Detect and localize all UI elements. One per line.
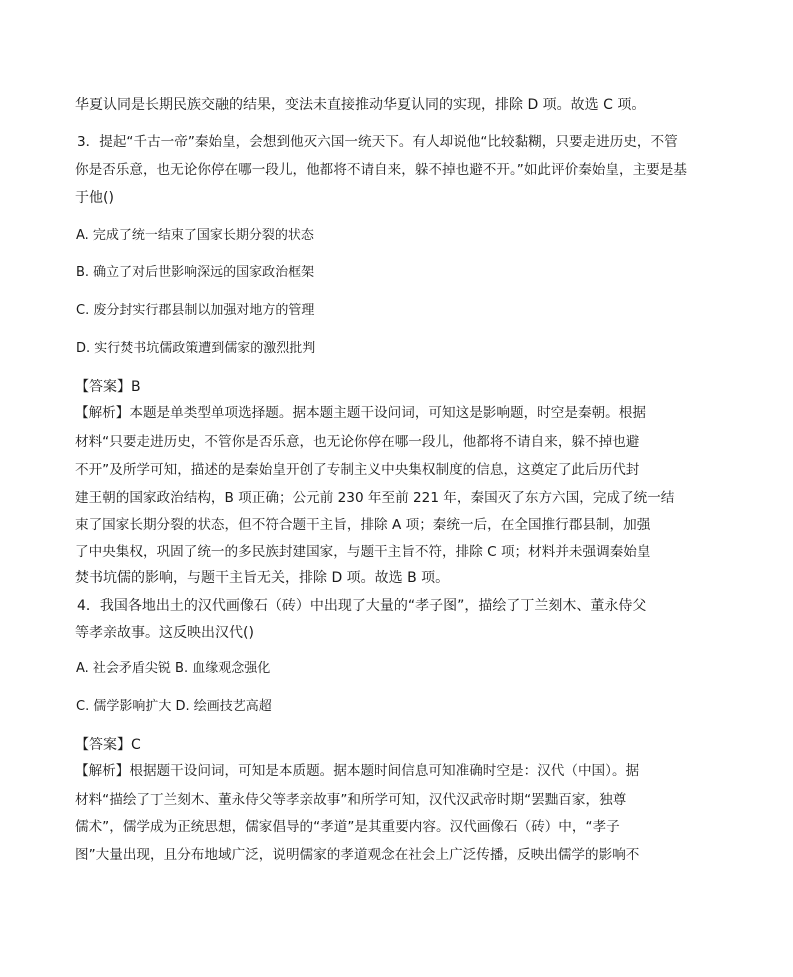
answer-label: 【答案】B bbox=[75, 379, 141, 395]
analysis-line: 图”大量出现，且分布地域广泛，说明儒家的孝道观念在社会上广泛传播，反映出儒学的影响不 bbox=[75, 847, 640, 863]
analysis-line: 材料“描绘了丁兰刻木、董永侍父等孝亲故事”和所学可知，汉代汉武帝时期“罢黜百家，独尊 bbox=[75, 792, 627, 808]
analysis-line: 了中央集权，巩固了统一的多民族封建国家，与题干主旨不符，排除 C 项；材料并未强调秦始皇 bbox=[75, 544, 651, 560]
options-c-d: C. 儒学影响扩大 D. 绘画技艺高超 bbox=[76, 699, 272, 714]
options-a-b: A. 社会矛盾尖锐 B. 血缘观念强化 bbox=[76, 661, 271, 676]
question-4-stem: 等孝亲故事。这反映出汉代() bbox=[75, 625, 254, 641]
question-3-stem: 你是否乐意，也无论你停在哪一段儿，他都将不请自来，躲不掉也避不开。”如此评价秦始皇，主要是基 bbox=[75, 162, 687, 178]
question-4-stem: 4．我国各地出土的汉代画像石（砖）中出现了大量的“孝子图”，描绘了丁兰刻木、董永侍父 bbox=[77, 598, 647, 614]
question-3-stem: 于他() bbox=[75, 190, 114, 206]
option-d: D. 实行焚书坑儒政策遭到儒家的激烈批判 bbox=[76, 341, 316, 356]
analysis-line: 束了国家长期分裂的状态，但不符合题干主旨，排除 A 项；秦统一后，在全国推行郡县制，加强 bbox=[75, 517, 651, 533]
option-b: B. 确立了对后世影响深远的国家政治框架 bbox=[76, 265, 315, 280]
answer-label: 【答案】C bbox=[75, 737, 141, 753]
analysis-line: 【解析】本题是单类型单项选择题。据本题主题干设问词，可知这是影响题，时空是秦朝。根据 bbox=[75, 405, 646, 421]
analysis-line: 不开”及所学可知，描述的是秦始皇开创了专制主义中央集权制度的信息，这奠定了此后历代封 bbox=[75, 462, 640, 478]
text-line: 华夏认同是长期民族交融的结果，变法未直接推动华夏认同的实现，排除 D 项。故选 C 项。 bbox=[75, 97, 646, 113]
option-c: C. 废分封实行郡县制以加强对地方的管理 bbox=[76, 303, 315, 318]
analysis-line: 焚书坑儒的影响，与题干主旨无关，排除 D 项。故选 B 项。 bbox=[75, 570, 450, 586]
analysis-line: 【解析】根据题干设问词，可知是本质题。据本题时间信息可知准确时空是：汉代（中国）。据 bbox=[75, 763, 640, 779]
analysis-line: 材料“只要走进历史，不管你是否乐意，也无论你停在哪一段儿，他都将不请自来，躲不掉也避 bbox=[75, 434, 640, 450]
question-3-stem: 3．提起“千古一帝”秦始皇，会想到他灭六国一统天下。有人却说他“比较黏糊，只要走进历史，不管 bbox=[77, 134, 678, 150]
analysis-line: 儒术”，儒学成为正统思想，儒家倡导的“孝道”是其重要内容。汉代画像石（砖）中，“孝子 bbox=[75, 819, 620, 835]
option-a: A. 完成了统一结束了国家长期分裂的状态 bbox=[76, 228, 314, 243]
analysis-line: 建王朝的国家政治结构，B 项正确；公元前 230 年至前 221 年，秦国灭了东方六国，完成了统一结 bbox=[75, 490, 675, 506]
